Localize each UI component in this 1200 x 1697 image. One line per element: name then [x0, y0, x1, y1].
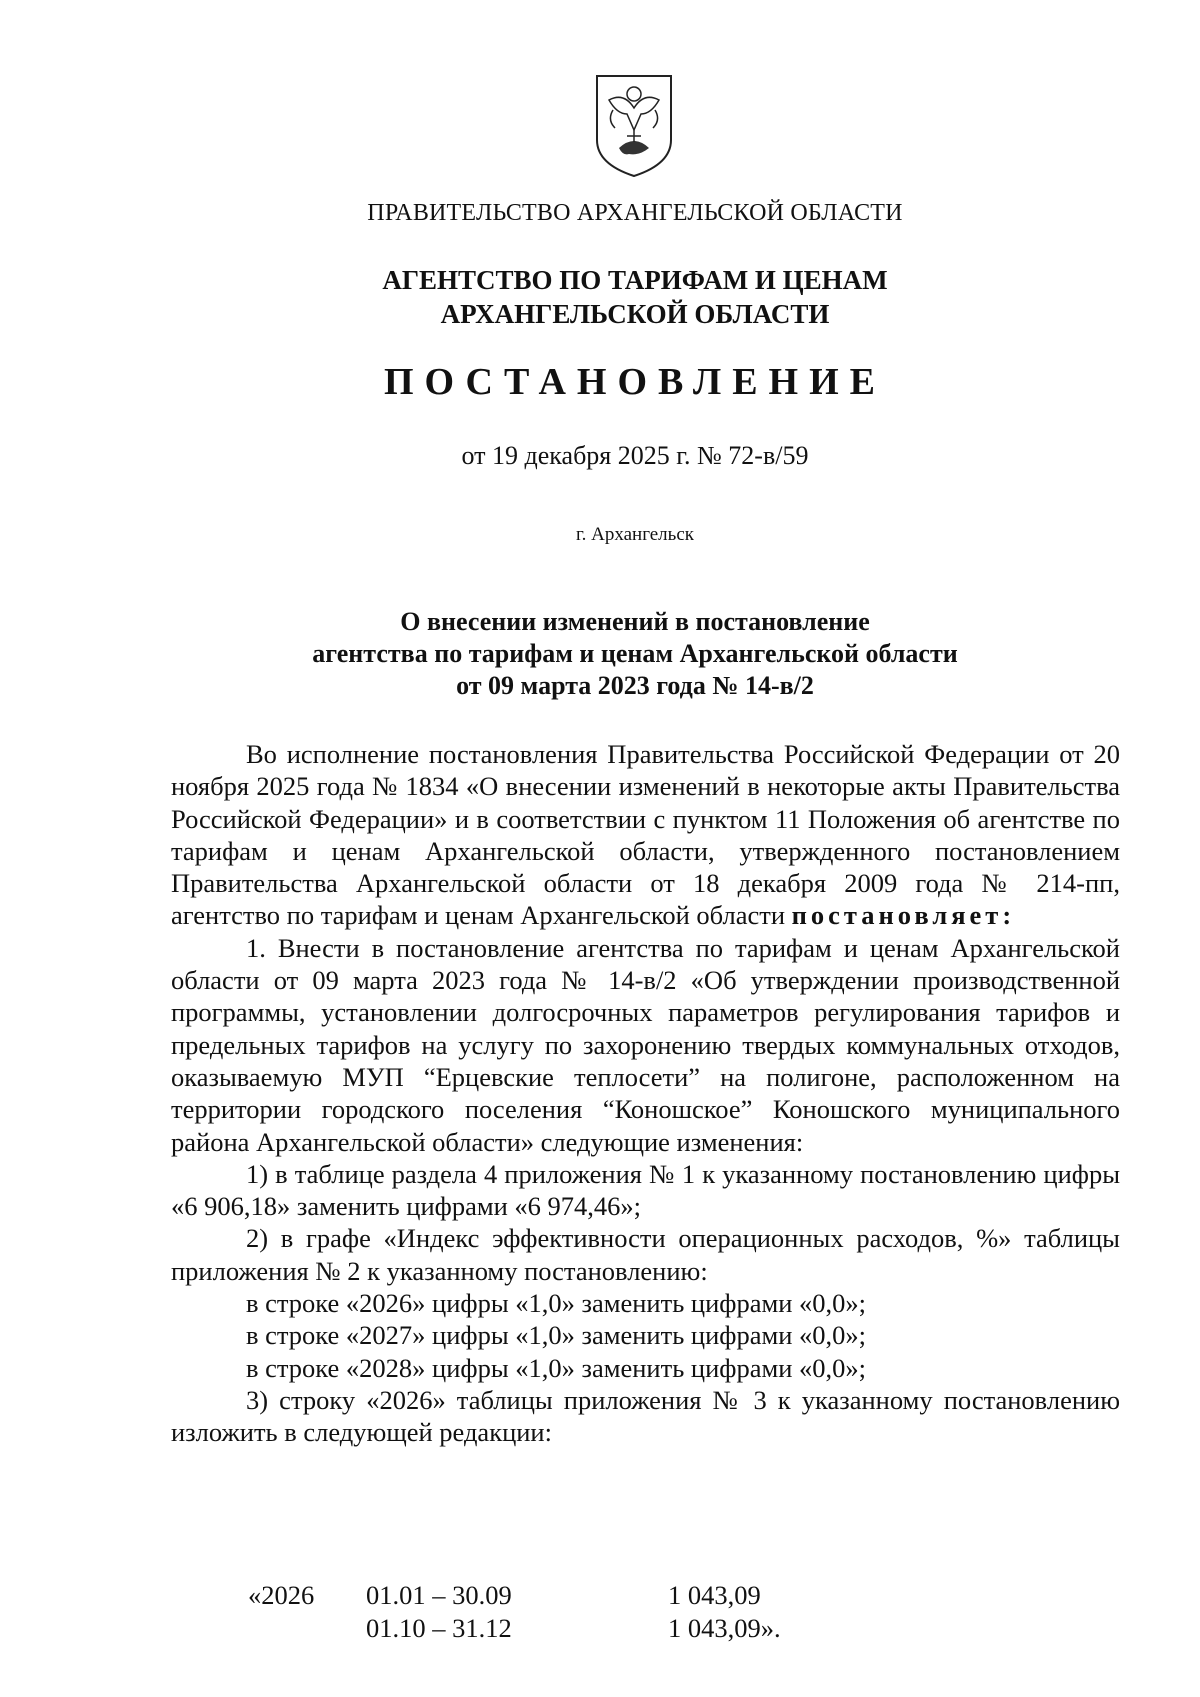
- subitem-2-paragraph: 2) в графе «Индекс эффективности операционных расходов, %» таблицы приложения № 2 к указанному постановлению:: [171, 1223, 1120, 1286]
- decree-city: г. Архангельск: [575, 524, 694, 545]
- decree-subject: [0, 606, 1200, 702]
- subitem-3-paragraph: 3) строку «2026» таблицы приложения № 3 к указанному постановлению изложить в следующей редакции:: [171, 1384, 1120, 1448]
- preamble-text: Во исполнение постановления Правительства Российской Федерации от 20 ноября 2025 года № 1834 «О внесении изменений в некоторые акты Правительства Российской Федерации» и в соответствии с пунктом 11 Положения об агентстве по тарифам и ценам Архангельской области, утвержденного постановлением Правительства Архангельской области от 18 декабря 2009 года № 214-пп, агентство по тарифам и ценам Архангельской области: [171, 739, 1120, 931]
- row-2028-change: в строке «2028» цифры «1,0» заменить цифрами «0,0»;: [246, 1352, 867, 1383]
- table-period: 01.01 – 30.09: [366, 1580, 512, 1610]
- resolves-word: постановляет:: [791, 900, 1016, 931]
- subject-line1: О внесении изменений в постановление: [400, 607, 870, 636]
- document-type-title: ПОСТАНОВЛЕНИЕ: [383, 361, 887, 403]
- table-year: «2026: [248, 1580, 315, 1610]
- row-2027-change: в строке «2027» цифры «1,0» заменить цифрами «0,0»;: [246, 1320, 867, 1351]
- item-1-paragraph: 1. Внести в постановление агентства по тарифам и ценам Архангельской области от 09 марта 2023 года № 14-в/2 «Об утверждении производственной программы, установлении долгосрочных параметров регулирования тарифов и предельных тарифов на услугу по захоронению твердых коммунальных отходов, оказываемую МУП “Ерцевские теплосети” на полигоне, расположенном на территории городского поселения “Коношское” Коношского муниципального района Архангельской области» следующие изменения:: [171, 932, 1120, 1157]
- agency-name: [0, 263, 1200, 331]
- coat-of-arms-emblem: [589, 70, 679, 180]
- subject-line3: от 09 марта 2023 года № 14-в/2: [456, 671, 814, 700]
- decree-body: [171, 738, 1120, 1449]
- agency-name-line2: АРХАНГЕЛЬСКОЙ ОБЛАСТИ: [440, 299, 830, 329]
- table-value: 1 043,09: [668, 1580, 761, 1610]
- subject-line2: агентства по тарифам и ценам Архангельской области: [312, 639, 958, 668]
- decree-date-number: от 19 декабря 2025 г. № 72-в/59: [461, 441, 809, 470]
- preamble-paragraph: [171, 738, 1120, 932]
- subitem-1-paragraph: 1) в таблице раздела 4 приложения № 1 к указанному постановлению цифры «6 906,18» заменить цифрами «6 974,46»;: [171, 1158, 1120, 1222]
- agency-name-line1: АГЕНТСТВО ПО ТАРИФАМ И ЦЕНАМ: [382, 265, 888, 295]
- row-2026-change: в строке «2026» цифры «1,0» заменить цифрами «0,0»;: [246, 1288, 867, 1319]
- government-name: ПРАВИТЕЛЬСТВО АРХАНГЕЛЬСКОЙ ОБЛАСТИ: [367, 200, 903, 226]
- table-value: 1 043,09».: [668, 1613, 781, 1643]
- table-period: 01.10 – 31.12: [366, 1613, 512, 1643]
